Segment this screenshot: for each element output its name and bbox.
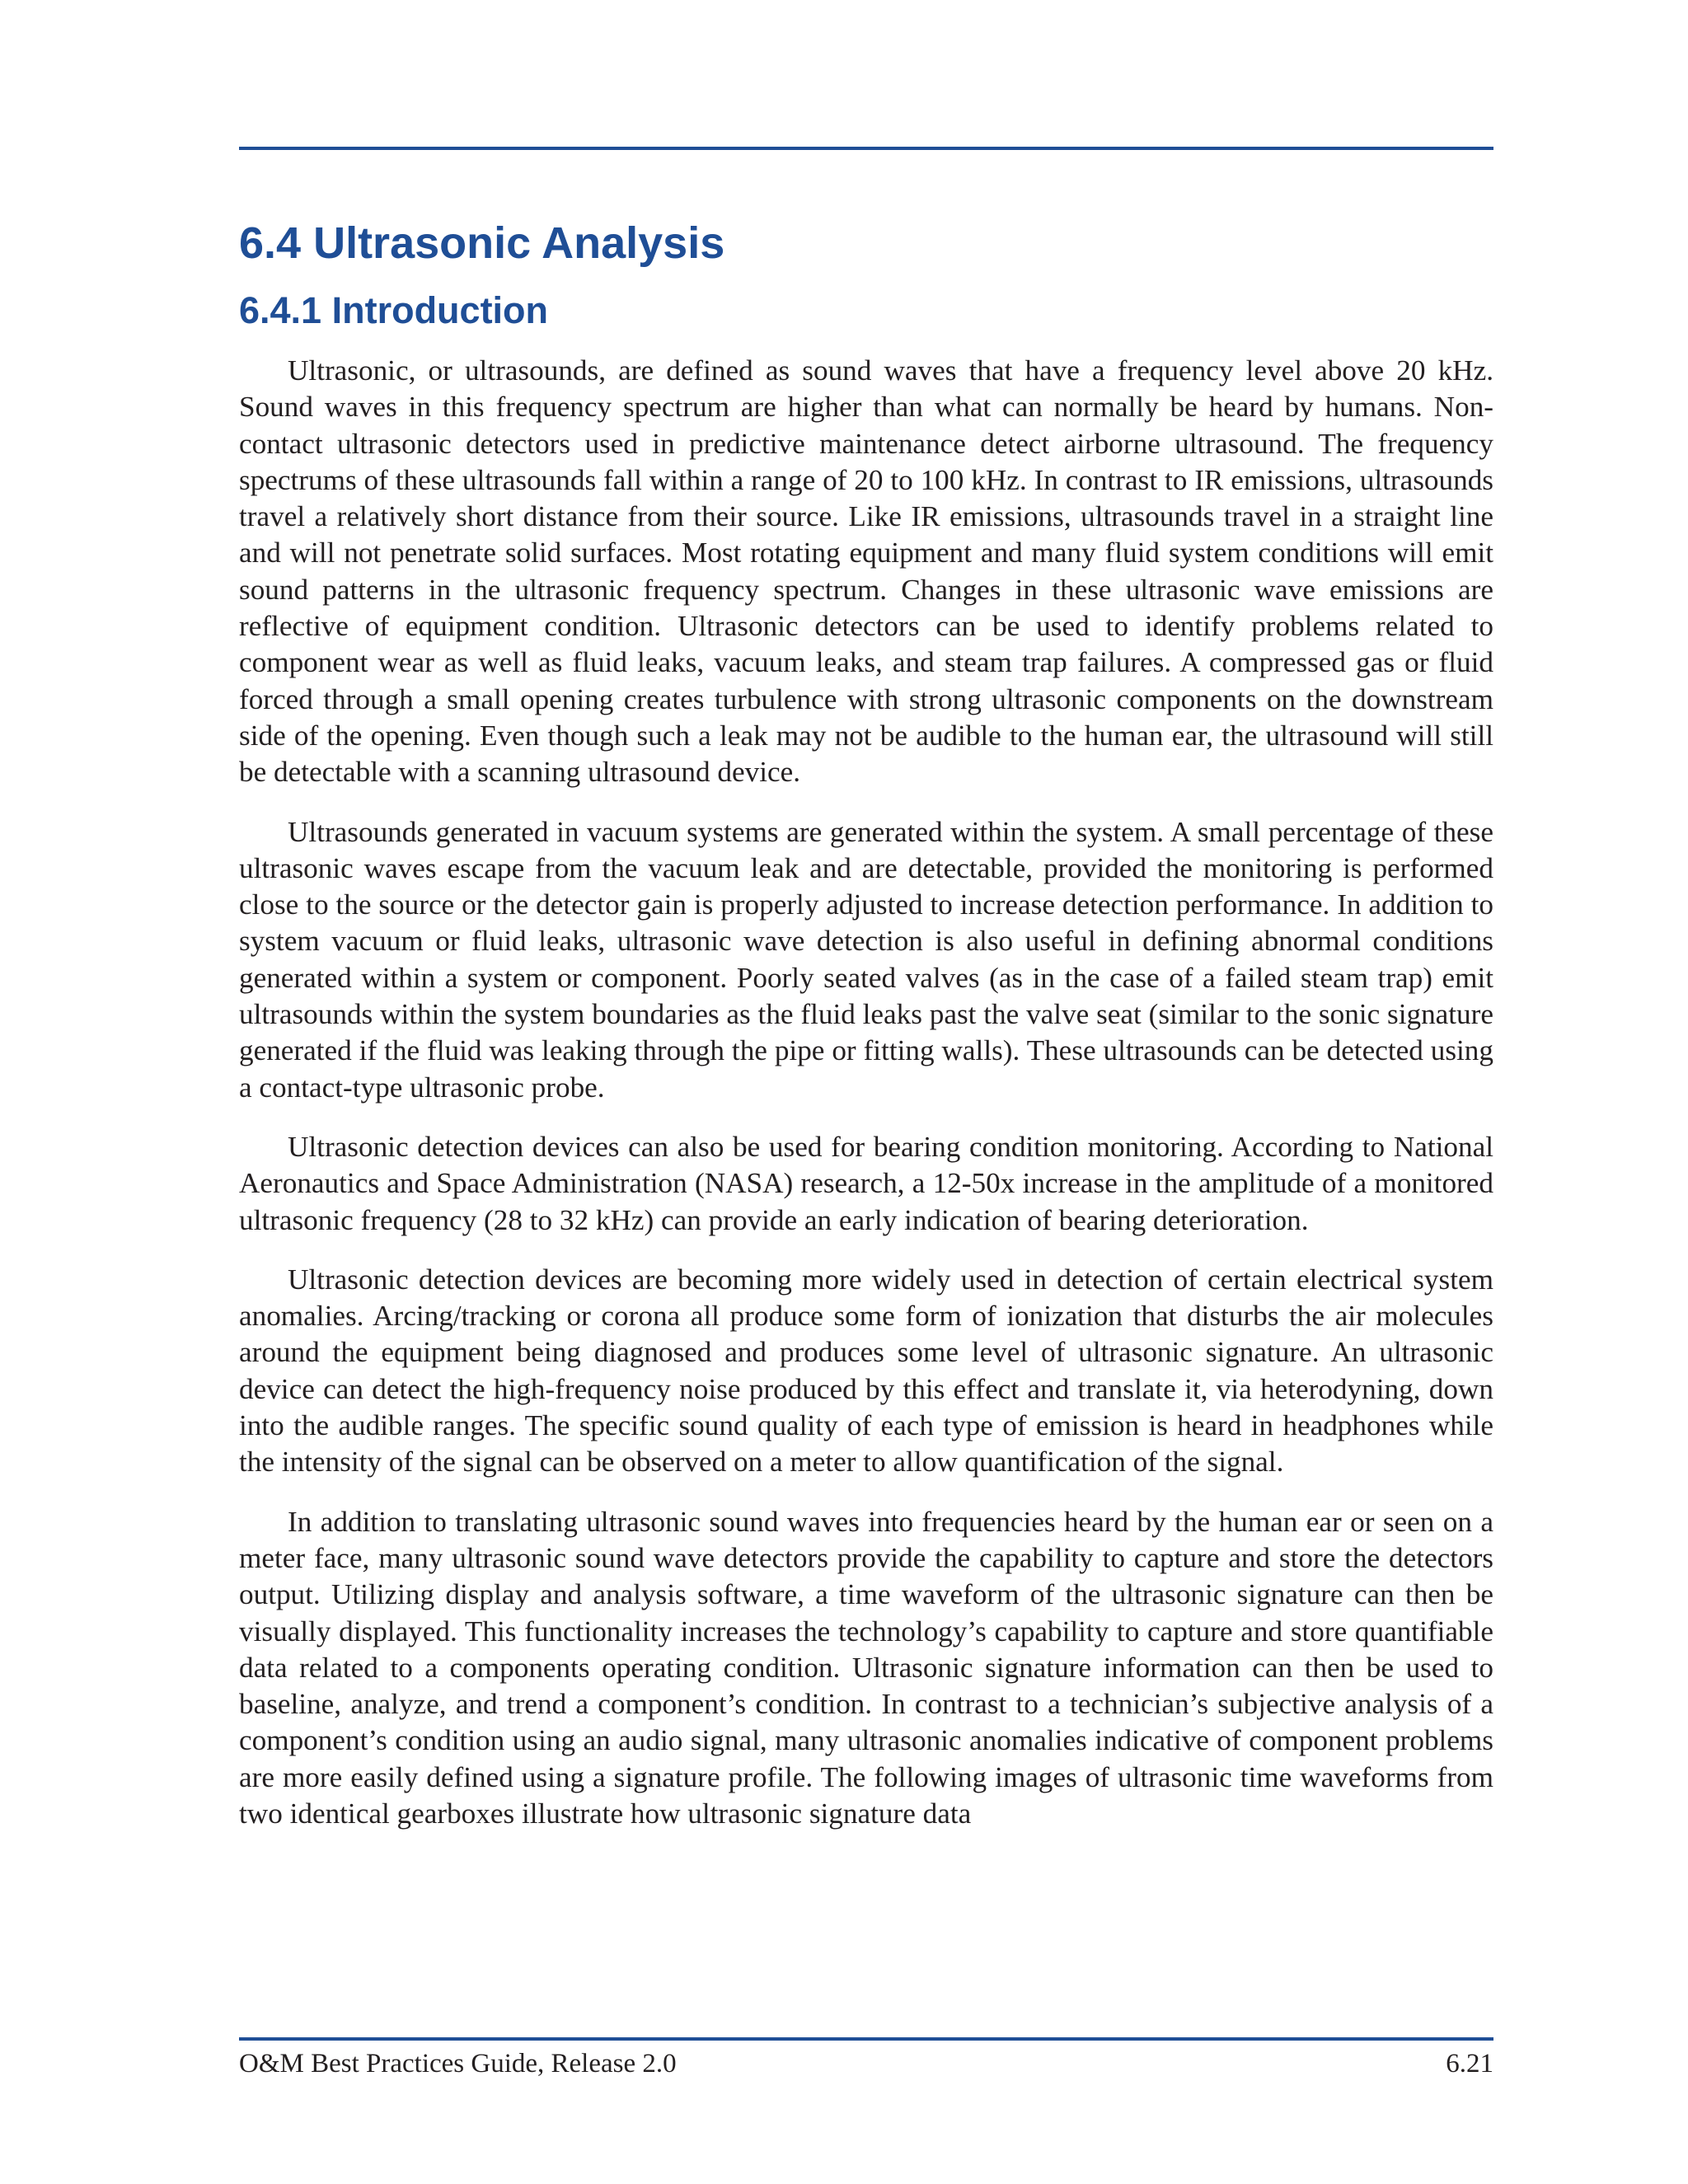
page-content: [239, 213, 1493, 1855]
paragraph-2: Ultrasounds generated in vacuum systems are generated within the system. A small percentage of these ultrasonic waves escape from the vacuum leak and are detectable, provided the monitoring is performed close to the source or the detector gain is properly adjusted to increase detection performance. In addition to system vacuum or fluid leaks, ultrasonic wave detection is also useful in defining abnormal conditions generated within a system or component. Poorly seated valves (as in the case of a failed steam trap) emit ultrasounds within the system boundaries as the fluid leaks past the valve seat (similar to the sonic signature generated if the fluid was leaking through the pipe or fitting walls). These ultrasounds can be detected using a contact-type ultrasonic probe.: [239, 815, 1493, 1104]
section-title: 6.4 Ultrasonic Analysis: [239, 218, 725, 268]
header-rule: [239, 147, 1493, 150]
paragraph-5: In addition to translating ultrasonic sound waves into frequencies heard by the human ear or seen on a meter face, many ultrasonic sound wave detectors provide the capability to capture and store the detectors output. Utilizing display and analysis software, a time waveform of the ultrasonic signature can then be visually displayed. This functionality increases the technology’s capability to capture and store quantifiable data related to a components operating condition. Ultrasonic signature information can then be used to baseline, analyze, and trend a component’s condition. In contrast to a technician’s subjective analysis of a component’s condition using an audio signal, many ultrasonic anomalies indicative of component problems are more easily defined using a signature profile. The following images of ultrasonic time waveforms from two identical gearboxes illustrate how ultrasonic signature data: [239, 1505, 1493, 1830]
subsection-title: 6.4.1 Introduction: [239, 289, 549, 331]
footer-rule: [239, 2037, 1493, 2041]
paragraph-3: Ultrasonic detection devices can also be used for bearing condition monitoring. According to National Aeronautics and Space Administration (NASA) research, a 12-50x increase in the amplitude of a monitored ultrasonic frequency (28 to 32 kHz) can provide an early indication of bearing deterioration.: [239, 1130, 1493, 1236]
paragraph-4: Ultrasonic detection devices are becoming more widely used in detection of certain electrical system anomalies. Arcing/tracking or corona all produce some form of ionization that disturbs the air molecules around the equipment being diagnosed and produces some level of ultrasonic signature. An ultrasonic device can detect the high-frequency noise produced by this effect and translate it, via heterodyning, down into the audible ranges. The specific sound quality of each type of emission is heard in headphones while the intensity of the signal can be observed on a meter to allow quantification of the signal.: [239, 1263, 1493, 1479]
footer-document-title: O&M Best Practices Guide, Release 2.0: [239, 2049, 677, 2079]
paragraph-1: Ultrasonic, or ultrasounds, are defined as sound waves that have a frequency level above 20 kHz. Sound waves in this frequency spectrum are higher than what can normally be heard by humans. Non-contact ultrasonic detectors used in predictive maintenance detect airborne ultrasound. The frequency spectrums of these ultrasounds fall within a range of 20 to 100 kHz. In contrast to IR emissions, ultrasounds travel a relatively short distance from their source. Like IR emissions, ultrasounds travel in a straight line and will not penetrate solid surfaces. Most rotating equipment and many fluid system conditions will emit sound patterns in the ultrasonic frequency spectrum. Changes in these ultrasonic wave emissions are reflective of equipment condition. Ultrasonic detectors can be used to identify problems related to component wear as well as fluid leaks, vacuum leaks, and steam trap failures. A compressed gas or fluid forced through a small opening creates turbulence with strong ultrasonic components on the downstream side of the opening. Even though such a leak may not be audible to the human ear, the ultrasound will still be detectable with a scanning ultrasound device.: [239, 354, 1493, 789]
footer-page-number: 6.21: [1446, 2049, 1493, 2079]
